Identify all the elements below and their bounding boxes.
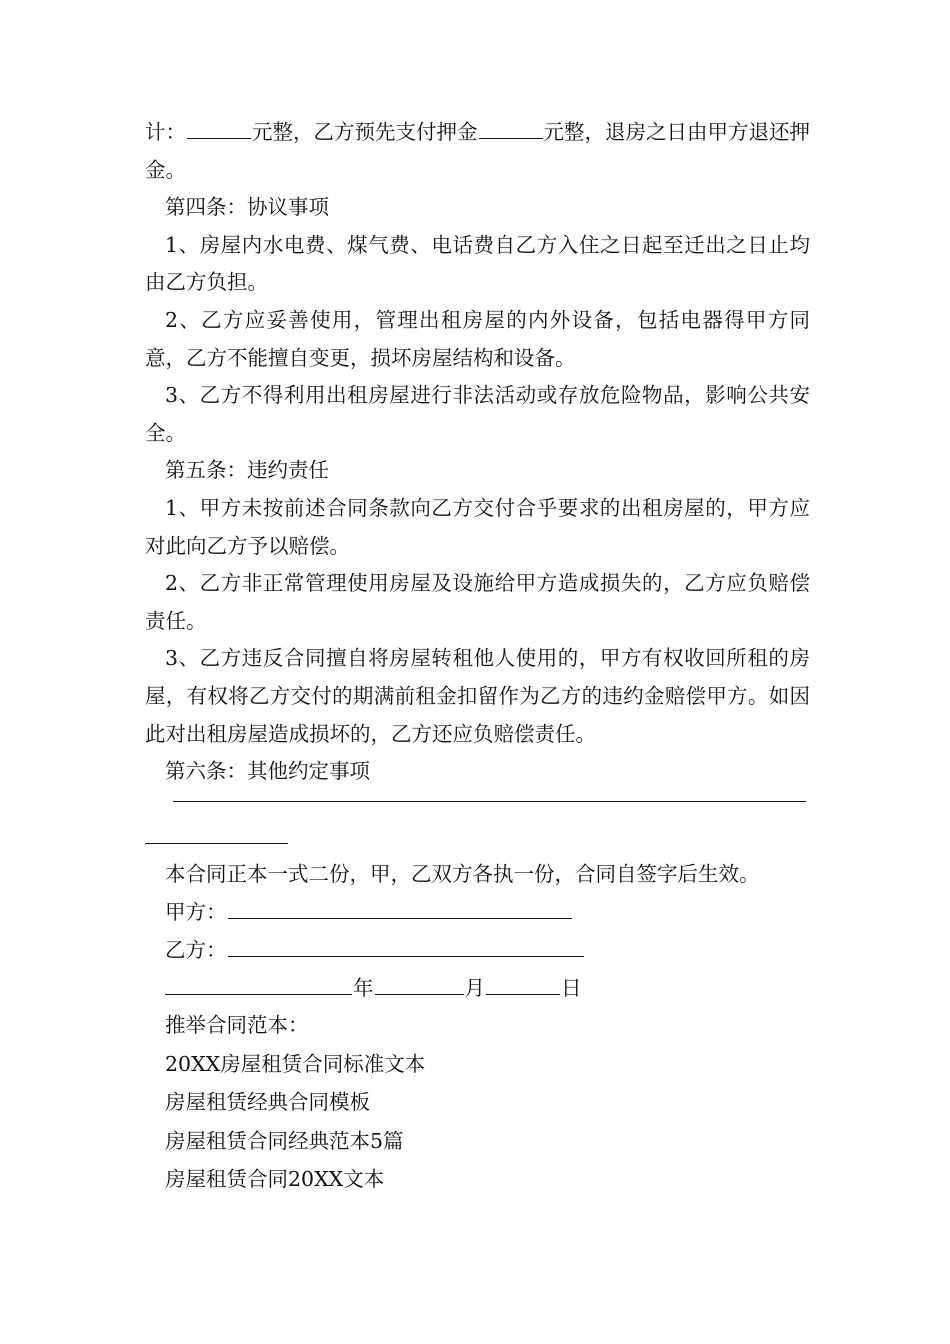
rent-deposit-paragraph: [145, 114, 810, 189]
deposit-label: 元整，乙方预先支付押金: [252, 120, 478, 144]
article-4-clause-3: 3、乙方不得利用出租房屋进行非法活动或存放危险物品，影响公共安全。: [145, 383, 810, 445]
contract-body: [145, 114, 810, 791]
party-a-row: [165, 893, 825, 931]
article-4-title: 第四条：协议事项: [165, 195, 329, 220]
month-blank: [375, 993, 464, 995]
recommended-templates: [165, 1006, 825, 1199]
copies-note: 本合同正本一式二份，甲，乙双方各执一份，合同自签字后生效。: [165, 862, 760, 886]
rent-total-label: 计：: [145, 120, 186, 144]
year-label: 年: [353, 976, 374, 1000]
other-terms-blank-line-2: [145, 843, 288, 844]
month-label: 月: [464, 976, 485, 1000]
article-4-clause-2: 2、乙方应妥善使用，管理出租房屋的内外设备，包括电器得甲方同意，乙方不能擅自变更，损坏房屋结构和设备。: [145, 307, 810, 370]
party-b-row: [165, 931, 825, 969]
rent-amount-blank: [187, 137, 251, 139]
party-a-label: 甲方：: [165, 900, 227, 924]
recommended-link-2[interactable]: 房屋租赁经典合同模板: [165, 1090, 370, 1114]
article-5-title: 第五条：违约责任: [165, 458, 329, 483]
day-label: 日: [561, 976, 582, 1000]
signature-section: [165, 855, 825, 1007]
other-terms-blank-line-1: [173, 801, 806, 802]
article-4-clause-1: 1、房屋内水电费、煤气费、电话费自乙方入住之日起至迁出之日止均由乙方负担。: [145, 232, 810, 295]
day-blank: [486, 993, 560, 995]
party-b-signature-blank: [228, 955, 584, 957]
year-blank: [165, 993, 352, 995]
recommended-link-3[interactable]: 房屋租赁合同经典范本5篇: [165, 1128, 404, 1153]
recommended-heading: 推举合同范本：: [165, 1013, 309, 1037]
recommended-link-4[interactable]: 房屋租赁合同20XX文本: [165, 1167, 385, 1191]
deposit-refund-text: 元整，退房之日由甲方退还押金。: [145, 120, 810, 182]
deposit-amount-blank: [479, 137, 543, 139]
article-5-clause-3: 3、乙方违反合同擅自将房屋转租他人使用的，甲方有权收回所租的房屋，有权将乙方交付的期满前租金扣留作为乙方的违约金赔偿甲方。如因此对出租房屋造成损坏的，乙方还应负赔偿责任。: [145, 646, 810, 746]
recommended-link-1[interactable]: 20XX房屋租赁合同标准文本: [165, 1051, 426, 1076]
party-a-signature-blank: [228, 917, 572, 919]
article-6-title: 第六条：其他约定事项: [165, 759, 370, 784]
article-5-clause-2: 2、乙方非正常管理使用房屋及设施给甲方造成损失的，乙方应负赔偿责任。: [145, 571, 810, 633]
party-b-label: 乙方：: [165, 938, 227, 962]
article-5-clause-1: 1、甲方未按前述合同条款向乙方交付合乎要求的出租房屋的，甲方应对此向乙方予以赔偿。: [145, 495, 810, 558]
date-row: [165, 969, 825, 1007]
